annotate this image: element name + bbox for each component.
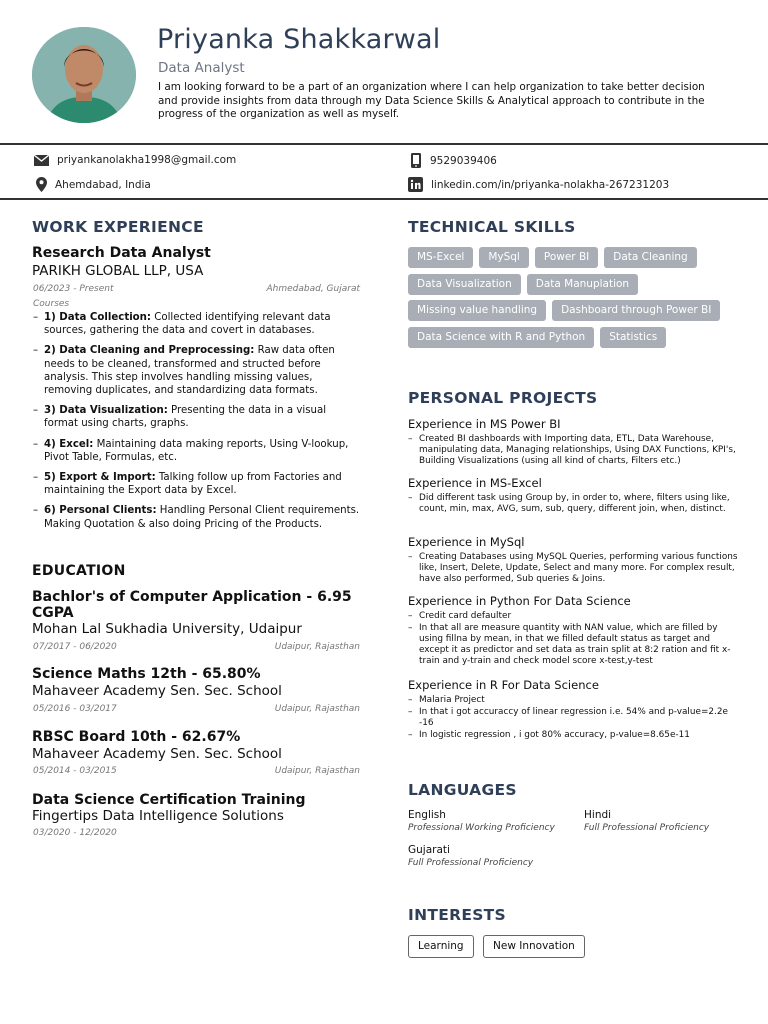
bullet-label: 3) Data Visualization: [44,405,168,417]
technical-skills-heading: TECHNICAL SKILLS [408,218,576,236]
language-level: Full Professional Proficiency [408,858,534,868]
profile-photo-icon [32,27,136,123]
contact-linkedin[interactable] [408,177,669,192]
language-name: Gujarati [408,844,450,856]
education-location: Udaipur, Rajasthan [274,704,360,714]
bullet-text: Presenting the data in a visual format using charts, graphs. [44,405,327,430]
list-item [33,311,363,337]
interest-tag: Learning [408,935,474,958]
language-item [408,809,555,833]
skill-tag: Power BI [535,247,598,268]
education-title: Science Maths 12th - 65.80% [32,666,261,682]
language-name: Hindi [584,809,612,821]
skill-tag: Statistics [600,327,666,348]
project-item [408,594,740,668]
language-item [408,844,533,868]
contact-location [36,177,151,192]
work-bullets [33,311,363,538]
education-title: RBSC Board 10th - 62.67% [32,729,241,745]
list-item [33,471,363,497]
list-item [33,504,363,530]
languages-heading: LANGUAGES [408,781,517,799]
education-dates: 03/2020 - 12/2020 [33,828,117,838]
avatar [32,27,136,123]
language-level: Professional Working Proficiency [408,823,555,833]
project-item [408,678,740,742]
bullet-text: Handling Personal Client requirements. Making Quotation & also doing Pricing of the Products. [44,505,360,530]
linkedin-text: linkedin.com/in/priyanka-nolakha-267231203 [431,178,670,191]
project-title: Experience in MS Power BI [408,417,561,431]
language-name: English [408,809,446,821]
personal-projects-heading: PERSONAL PROJECTS [408,389,598,407]
education-location: Udaipur, Rajasthan [274,642,360,652]
bullet-label: 6) Personal Clients: [44,505,157,517]
education-title: Data Science Certification Training [32,792,306,808]
location-pin-icon [36,177,47,192]
contact-email[interactable] [34,154,236,166]
language-item [584,809,709,833]
contact-bar [0,146,768,200]
job-dates: 06/2023 - Present [33,284,114,294]
education-institution: Mohan Lal Sukhadia University, Udaipur [32,621,302,637]
bullet-label: 2) Data Cleaning and Preprocessing: [44,345,255,357]
candidate-name: Priyanka Shakkarwal [157,24,441,55]
list-item [33,438,363,464]
bullet-text: Collected identifying relevant data sources, gathering the data and covert in databases. [44,312,331,337]
education-dates: 05/2014 - 03/2015 [33,766,117,776]
email-icon [34,155,49,166]
list-item: – Malaria Project [408,695,740,706]
interest-tag: New Innovation [483,935,585,958]
education-dates: 07/2017 - 06/2020 [33,642,117,652]
skill-tag: Data Manuplation [527,274,638,295]
interests-heading: INTERESTS [408,906,507,924]
skill-tag: Dashboard through Power BI [552,300,720,321]
project-title: Experience in MS-Excel [408,476,542,490]
courses-label: Courses [33,299,70,309]
education-institution: Mahaveer Academy Sen. Sec. School [32,746,282,762]
skill-tag: MySql [479,247,529,268]
bullet-text: Maintaining data making reports, Using V-lookup, Pivot Table, Formulas, etc. [44,438,349,463]
project-title: Experience in Python For Data Science [408,594,631,608]
candidate-role: Data Analyst [158,60,245,76]
phone-text: 9529039406 [430,154,497,167]
skill-tag: Missing value handling [408,300,546,321]
skill-tag: Data Visualization [408,274,521,295]
bullet-label: 1) Data Collection: [44,312,152,323]
skill-tag: MS-Excel [408,247,473,268]
linkedin-icon [408,177,423,192]
project-item [408,417,740,468]
bullet-text: Raw data often needs to be cleaned, transformed and structed before analysis. This step involves handling missing values, removing duplicates, and standardizing data formats. [44,345,335,397]
education-institution: Mahaveer Academy Sen. Sec. School [32,683,282,699]
bullet-label: 4) Excel: [44,438,94,450]
education-location: Udaipur, Rajasthan [274,766,360,776]
list-item: – Created BI dashboards with Importing data, ETL, Data Warehouse, manipulating data, Managing relationships, Using DAX Functions, KPI's, Building Visualizations (using all kind of charts, Filters etc.) [408,434,740,467]
list-item [33,344,363,397]
project-item [408,476,740,516]
project-title: Experience in R For Data Science [408,678,599,692]
education-dates: 05/2016 - 03/2017 [33,704,117,714]
list-item [33,404,363,430]
list-item: – Credit card defaulter [408,611,740,622]
project-item [408,535,740,586]
job-title: Research Data Analyst [32,245,211,261]
list-item: – Creating Databases using MySQL Queries, performing various functions like, Insert, Delete, Update, Select and many more. For complex result, have also performed, Sub queries & Joins. [408,552,740,585]
bullet-label: 5) Export & Import: [44,472,156,484]
skill-tag: Data Science with R and Python [408,327,594,348]
education-title: Bachlor's of Computer Application - 6.95 CGPA [32,589,352,621]
list-item: – In that all are measure quantity with NAN value, which are filled by using fillna by mean, in that we filled default status as target and except it as predictor and set data as train split at 8:2 ration and fit x-train and y-train and check model score x-test,y-test [408,623,740,667]
project-title: Experience in MySql [408,535,525,549]
language-level: Full Professional Proficiency [584,823,710,833]
list-item: – Did different task using Group by, in order to, where, filters using like, count, min, max, AVG, sum, sub, query, different join, when, distinct. [408,493,740,515]
contact-phone[interactable] [410,153,497,168]
job-location: Ahmedabad, Gujarat [266,284,360,294]
skills-list [408,247,738,353]
skill-tag: Data Cleaning [604,247,696,268]
list-item: – In logistic regression , i got 80% accuracy, p-value=8.65e-11 [408,730,740,741]
phone-icon [410,153,422,168]
resume-header [0,0,768,145]
summary-text: I am looking forward to be a part of an organization where I can help organization to take better decision and provide insights from data through my Data Science Skills & Analytical approach to contribute in the progress of the organization as well as myself. [158,81,705,120]
education-heading: EDUCATION [32,563,126,579]
location-text: Ahemdabad, India [55,178,151,191]
email-text: priyankanolakha1998@gmail.com [57,154,237,166]
list-item: – In that i got accuraccy of linear regression i.e. 54% and p-value=2.2e -16 [408,707,740,729]
work-experience-heading: WORK EXPERIENCE [32,218,204,236]
job-organization: PARIKH GLOBAL LLP, USA [32,263,204,279]
education-institution: Fingertips Data Intelligence Solutions [32,808,284,824]
bullet-text: Talking follow up from Factories and maintaining the Export data by Excel. [44,472,342,497]
